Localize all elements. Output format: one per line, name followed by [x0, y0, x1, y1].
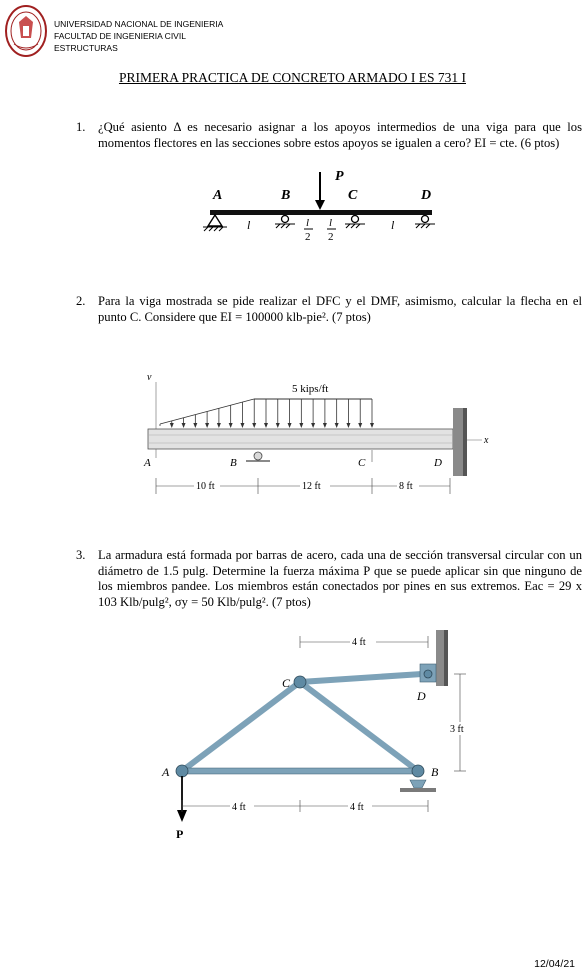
question-2-cantilever-figure [140, 368, 500, 498]
load-arrow-head [299, 423, 303, 428]
span-half-1-den: 2 [305, 231, 311, 243]
footer-date: 12/04/21 [534, 958, 575, 970]
page-title: PRIMERA PRACTICA DE CONCRETO ARMADO I ES 731 I [118, 70, 467, 85]
header-university: UNIVERSIDAD NACIONAL DE INGENIERIA [54, 19, 224, 29]
dim-cd: 8 ft [399, 481, 413, 492]
dim-bottom-left: 4 ft [232, 802, 246, 813]
load-arrow-head [358, 423, 362, 428]
point-a-label: A [213, 188, 223, 203]
question-2-number: 2. [76, 294, 86, 308]
axis-x-label: x [484, 435, 489, 446]
dim-bc: 12 ft [302, 481, 321, 492]
node-c-label: C [282, 676, 291, 690]
roller-c [345, 216, 365, 229]
question-3-truss-figure [160, 630, 480, 845]
point-d-label: D [434, 457, 442, 469]
load-arrow-head [229, 423, 233, 428]
load-arrow-head [370, 423, 374, 428]
pin-c [294, 676, 306, 688]
load-p-label: P [176, 827, 184, 841]
load-arrow-head [311, 423, 315, 428]
load-arrow-head [288, 423, 292, 428]
dim-bottom-right: 4 ft [350, 802, 364, 813]
header-faculty: FACULTAD DE INGENIERIA CIVIL [54, 31, 186, 41]
question-3-text: La armadura está formada por barras de acero, cada una de sección transversal circular con un diámetro de 1.5 pulg. Determine la fuerza máxima P que se puede aplicar sin que ninguno de los miembros pandee. Los miembros están conectados por pines en sus extremos. Eac = 29 x 103 Klb/pulg², σy = 50 Klb/pulg². (7 ptos) [98, 548, 582, 609]
question-1-beam-figure [195, 166, 445, 248]
question-1-number: 1. [76, 120, 86, 134]
span-cd-label: l [391, 218, 395, 232]
distributed-load-arrows [160, 399, 374, 428]
point-b-label: B [230, 457, 237, 469]
load-arrow-head [323, 423, 327, 428]
load-arrow-head [193, 423, 197, 428]
span-half-2-num: l [329, 217, 333, 229]
roller-b [275, 216, 295, 229]
dim-right: 3 ft [450, 724, 464, 735]
pin-d [424, 670, 432, 678]
load-arrow-head [182, 423, 186, 428]
beam [210, 210, 432, 215]
distributed-load-label: 5 kips/ft [292, 383, 329, 395]
roller-d [415, 216, 435, 229]
load-arrow-head [170, 423, 174, 428]
dim-top: 4 ft [352, 637, 366, 648]
load-arrow-head [346, 423, 350, 428]
pin-a [176, 765, 188, 777]
question-1-text: ¿Qué asiento Δ es necesario asignar a los apoyos intermedios de una viga para que los momentos flectores en las secciones sobre estos apoyos se igualen a cero? EI = cte. (6 ptos) [98, 120, 582, 150]
header-department: ESTRUCTURAS [54, 43, 118, 53]
load-arrow-head [217, 423, 221, 428]
span-half-2-den: 2 [328, 231, 334, 243]
dim-ab: 10 ft [196, 481, 215, 492]
span-ab-label: l [247, 218, 251, 232]
node-d-label: D [417, 689, 426, 703]
load-p-label: P [335, 169, 344, 184]
load-arrow-head [252, 423, 256, 428]
pin-b [412, 765, 424, 777]
load-arrow-head [276, 423, 280, 428]
truss-members [182, 674, 422, 771]
load-arrow-head [240, 423, 244, 428]
university-seal-logo [4, 4, 48, 58]
load-arrow-head [205, 423, 209, 428]
span-half-1-num: l [306, 217, 310, 229]
point-a-label: A [144, 457, 151, 469]
node-b-label: B [431, 765, 439, 779]
point-c-label: C [358, 457, 366, 469]
point-b-label: B [281, 188, 291, 203]
question-3-number: 3. [76, 548, 86, 562]
axis-v-label: v [147, 372, 152, 383]
load-arrow-head [335, 423, 339, 428]
node-a-label: A [162, 765, 170, 779]
load-arrow-head [264, 423, 268, 428]
point-d-label: D [421, 188, 432, 203]
point-c-label: C [348, 188, 358, 203]
question-2-text: Para la viga mostrada se pide realizar el DFC y el DMF, asimismo, calcular la flecha en el punto C. Considere que EI = 100000 klb-pie². (7 ptos) [98, 294, 582, 324]
